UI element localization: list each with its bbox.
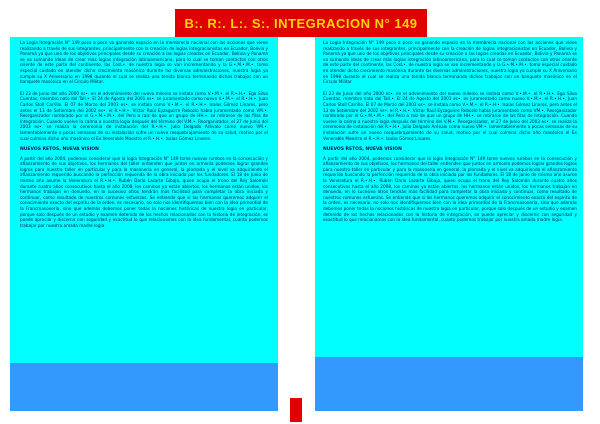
right-column	[315, 37, 583, 411]
highlight-block	[315, 357, 583, 411]
intro-paragraph: La Logia Integración N° 149 poco a poco va ganando espacio en la membrecía nacional con las acciones que viene realizando a través de sus integrantes, principalmente con la creación de logias integracionistas en Ecuador, Bolivia y Panamá ya que uno de los objetivos principales desde su creación a las logias creadas en Ecuador, Bolivia y Panamá se va sumando ideas de crear más logias integración latinoamericana, para lo cual se toman contactos con otros oriente de este parte del continente, las CosL•. de nuestra logia se van incrementando y la G.•.M.•.M.•. tomo especial cuidado en atender dicho crecimiento masónico durante las diversas administraciones, nuestra logia ya cumple su X Aniversario en 1998 durante el cual se realiza una tenida blanca terminando dichos trabajos con un banquete masónico en el Circulo Militar.	[323, 40, 577, 85]
history-paragraph: El 23 de Junio del año 2000 es•. en el advenimiento del nuevo milenio se instala como V.•.M.•. el R.•.H.•. Ego Silva Cuentas, miembro nato del Tall.•. El 24 de Agosto del 2001 es•. es juramentado como nuevo V.•.M.•. el R.•.H.•. Juan Carlos Stoll Carrillo. El 07 de Marzo del 2003 es•. se instala como V.•.M.•. el R.•.H.•. Isaías Gómez Linares, pero antes el 13 de Setiembre del 2002 es•. el R.•.H.•. Víctor Raúl Eyzaguirre Rebozio había juramentado como VM.•. Reorganizador nombrado por el G.•.M.•.M.•. del Perú a raíz de que un grupo de HH.•. se retiraron de las filas de Integración. Cuando vuelve la calma a nuestra logia después del término del V.M.•. Reorganizador, el 27 de Junio del 2003 es•. se realiza la ceremonia de instalación del R.•.H.•. Julio Delgado Arévalo como nuevo VM.•. lamentablemente a pocas semanas de su instalación sufre un nuevo resquebrajamiento de su salud, motivo por el cual culmina dicho año masónico el Ex Venerable Maestro el R.•.H.•. Isaías Gómez Linares.	[323, 90, 577, 141]
right-column-content	[323, 40, 577, 223]
intro-paragraph: La Logia Integración N° 149 poco a poco va ganando espacio en la membrecía nacional con las acciones que viene realizando a través de sus integrantes, principalmente con la creación de logias integracionistas en Ecuador, Bolivia y Panamá ya que uno de los objetivos principales desde su creación a las logias creadas en Ecuador, Bolivia y Panamá se va sumando ideas de crear más logias integración latinoamericana, para lo cual se toman contactos con otros oriente de este parte del continente, las CosL•. de nuestra logia se van incrementando y la G.•.M.•.M.•. tomo especial cuidado en atender dicho crecimiento masónico durante las diversas administraciones, nuestra logia ya cumple su X Aniversario en 1998 durante el cual se realiza una tenida blanca terminando dichos trabajos con un banquete masónico en el Circulo Militar.	[20, 40, 269, 85]
left-column-content	[20, 40, 268, 228]
section-heading: NUEVOS RETOS, NUEVA VISION	[323, 147, 402, 153]
left-column	[10, 37, 278, 411]
page-marker	[290, 398, 302, 422]
vision-paragraph: A partir del año 2004, podemos considerar que la logia Integración N° 149 tome nuevos rumbos en la consecución y afianzamiento de sus objetivos, los hermanos del taller entienden que juntos en armonía podemos lograr grandes logros para nuestro taller en particular y para la masonería en general, la plomada y el nivel va adquiriendo el afianzamiento requerido buscando la perfección requerida de la obra iniciada por los fundadores. El 18 de Junio de mismo año asume la Veneratura el R.•.H.•. Rubén Darío Lazarte Gibaja, quien ocupa el trono del Rey Salomón durante cuatro años consecutivos hasta el año 2008, los caminos ya están abiertos, los hermanos están unidos, los hermanos trabajan en denuedo, en lo sucesivo otros tendrán más facilidad para completar la obra iniciada y continuar, como resultado de nuestros comunes esfuerzos. Se entiende que si los hermanos queremos adquirir el conocimiento exacto del espíritu de la orden, es necesario, no solo nos identifiquemos bien con la idea primordial de la Francmasonería, sino que además debemos poner todas la nociones históricas de nuestra logia en particular, porque solo después de un estudio y examen detenido de los hechos relacionados con la historia de integración, se puede apreciar y discernir con seguridad y exactitud lo que relacionamos con la idea fundamental, cuanto podemos trabajar por nuestra amada madre logia.	[323, 155, 577, 223]
section-heading: NUEVOS RETOS, NUEVA VISION	[20, 147, 99, 153]
column-gutter	[290, 37, 310, 411]
highlight-block	[10, 363, 278, 411]
vision-paragraph: A partir del año 2004, podemos considerar que la logia Integración N° 149 tome nuevos rumbos en la consecución y afianzamiento de sus objetivos, los hermanos del taller entienden que juntos en armonía podemos lograr grandes logros para nuestro taller en particular y para la masonería en general, la plomada y el nivel va adquiriendo el afianzamiento requerido buscando la perfección requerida de la obra iniciada por los fundadores. El 18 de Junio de mismo año asume la Veneratura el R.•.H.•. Rubén Darío Lazarte Gibaja, quien ocupa el trono del Rey Salomón durante cuatro años consecutivos hasta el año 2008, los caminos ya están abiertos, los hermanos están unidos, los hermanos trabajan en denuedo, en lo sucesivo otros tendrán más facilidad para completar la obra iniciada y continuar, como resultado de nuestros comunes esfuerzos. Se entiende que si los hermanos queremos adquirir el conocimiento exacto del espíritu de la orden, es necesario, no solo nos identifiquemos bien con la idea primordial de la Francmasonería, sino que además debemos poner todas la nociones históricas de nuestra logia en particular, porque solo después de un estudio y examen detenido de los hechos relacionados con la historia de integración, se puede apreciar y discernir con seguridad y exactitud lo que relacionamos con la idea fundamental, cuanto podemos trabajar por nuestra amada madre logia.	[20, 155, 268, 228]
history-paragraph: El 23 de Junio del año 2000 es•. en el advenimiento del nuevo milenio se instala como V.•.M.•. el R.•.H.•. Ego Silva Cuentas, miembro nato del Tall.•. El 24 de Agosto del 2001 es•. se juramentado como nuevo V.•.M.•. el R.•.H.•. Juan Carlos Stoll Carrillo. El 07 de Marzo del 2003 es•. se instala como V.•.M.•. el R.•.H.•. Isaías Gómez Linares, pero antes el 13 de Setiembre del 2002 es•. el R.•.H.•. Víctor Raúl Eyzaguirre Rebozio había juramentado como VM.•. Reorganizador nombrado por el G.•.M.•.M.•. del Perú a raíz de que un grupo de HH.•. se retiraron de las filas de Integración. Cuando vuelve la calma a nuestra logia después del término del V.M.•. Reorganizador, el 27 de Junio del 2003 es•. se realiza la ceremonia de instalación del R.•.H.•. Julio Delgado Arévalo como nuevo VM.•. lamentablemente a pocas semanas de su instalación sufre un nuevo resquebrajamiento de su salud, motivo por el cual culmina dicho año masónico el Ex Venerable Maestro el R.•.H.•. Isaías Gómez Linares.	[20, 90, 268, 141]
page-title: B:. R:. L:. S:. INTEGRACION N° 149	[175, 9, 427, 37]
